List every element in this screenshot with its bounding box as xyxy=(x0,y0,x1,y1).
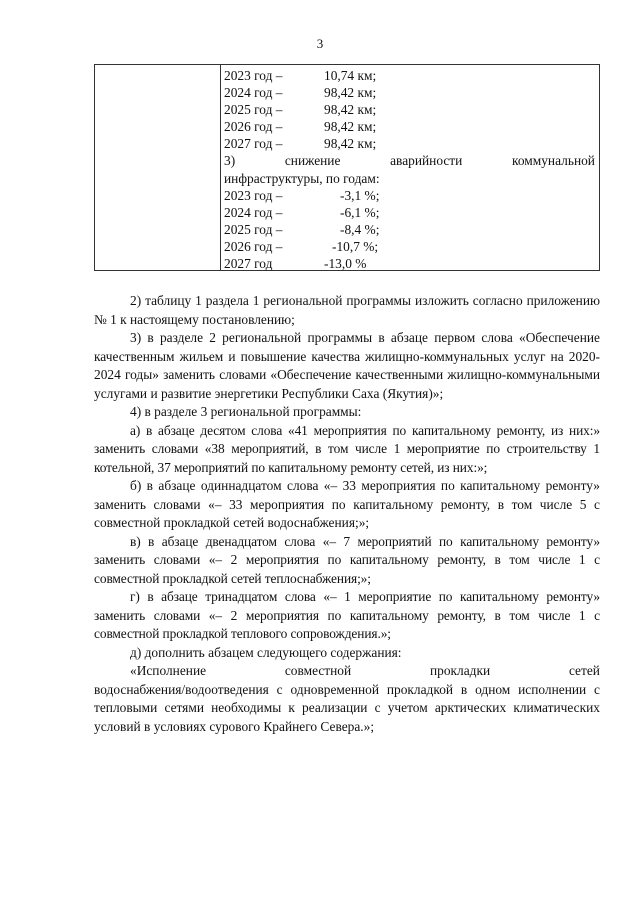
section-heading xyxy=(224,152,595,169)
year-label: 2023 год – xyxy=(224,68,283,83)
quote-first-line xyxy=(94,662,600,681)
year-label: 2023 год – xyxy=(224,187,283,203)
table-row xyxy=(224,135,595,152)
table-row xyxy=(224,67,595,84)
paragraph: 2) таблицу 1 раздела 1 региональной программы изложить согласно приложению № 1 к настоящему постановлению; xyxy=(94,293,600,327)
year-label: 2027 год xyxy=(224,256,273,272)
value-label: 98,42 км; xyxy=(324,85,377,101)
paragraph: г) в абзаце тринадцатом слова «– 1 мероприятие по капитальному ремонту» заменить словами «– 2 мероприятия по капитальному ремонту, в том числе 1 с совместной прокладкой теплового сопровождения.»; xyxy=(94,589,600,641)
quote-word: сетей xyxy=(568,663,600,678)
heading-word: снижение xyxy=(284,153,341,169)
year-label: 2025 год – xyxy=(224,221,283,237)
section-heading-line2: инфраструктуры, по годам: xyxy=(224,170,380,186)
year-label: 2027 год – xyxy=(224,136,283,152)
table-row xyxy=(224,238,595,255)
value-label: 98,42 км; xyxy=(324,136,377,152)
table-row xyxy=(224,84,595,101)
value-label: -6,1 %; xyxy=(340,204,380,220)
year-label: 2026 год – xyxy=(224,238,283,254)
table-column-divider xyxy=(220,65,221,270)
paragraph: д) дополнить абзацем следующего содержания: xyxy=(130,644,402,660)
value-label: 10,74 км; xyxy=(324,68,377,83)
heading-word: аварийности xyxy=(390,153,463,169)
table-cell-indicators xyxy=(224,67,595,272)
value-label: -13,0 % xyxy=(324,256,367,272)
quote-word: совместной xyxy=(284,663,352,678)
paragraph: в) в абзаце двенадцатом слова «– 7 мероприятий по капитальному ремонту» заменить словами «– 2 мероприятия по капитальному ремонту, в том числе 1 с совместной прокладкой сетей теплоснабжения;»; xyxy=(94,533,600,586)
year-label: 2024 год – xyxy=(224,204,283,220)
heading-word: 3) xyxy=(224,153,236,169)
value-label: -8,4 %; xyxy=(340,221,380,237)
table-row xyxy=(224,204,595,221)
table-row xyxy=(224,221,595,238)
year-label: 2026 год – xyxy=(224,119,283,135)
table-row xyxy=(224,118,595,135)
paragraph: 4) в разделе 3 региональной программы: xyxy=(130,404,362,419)
quote-word: прокладки xyxy=(429,663,491,678)
quote-word: «Исполнение xyxy=(130,663,207,678)
value-label: 98,42 км; xyxy=(324,102,377,118)
document-body xyxy=(94,292,600,736)
year-label: 2025 год – xyxy=(224,102,283,118)
table-row xyxy=(224,187,595,204)
table-row xyxy=(224,255,595,272)
year-label: 2024 год – xyxy=(224,85,283,101)
page-number: 3 xyxy=(316,36,324,51)
paragraph: 3) в разделе 2 региональной программы в абзаце первом слова «Обеспечение качественным жильем и повышение качества жилищно-коммунальных услуг на 2020-2024 годы» заменить словами «Обеспечение качественными жилищно-коммунальными услугами и развитие энергетики Республики Саха (Якутия)»; xyxy=(94,330,600,401)
table-row xyxy=(224,101,595,118)
paragraph: а) в абзаце десятом слова «41 мероприятия по капитальному ремонту, из них:» заменить словами «38 мероприятий, в том числе 1 мероприятие по строительству 1 котельной, 37 мероприятий по капитальному ремонту сетей, из них:»; xyxy=(94,422,600,475)
indicators-table xyxy=(94,64,600,271)
heading-word: коммунальной xyxy=(512,153,595,169)
value-label: 98,42 км; xyxy=(324,119,377,135)
value-label: -3,1 %; xyxy=(340,187,380,203)
value-label: -10,7 %; xyxy=(332,238,379,254)
paragraph: б) в абзаце одиннадцатом слова «– 33 мероприятия по капитальному ремонту» заменить словами «– 33 мероприятия по капитальному ремонту, в том числе 5 с совместной прокладкой сетей водоснабжения;»; xyxy=(94,478,600,530)
paragraph: водоснабжения/водоотведения с одновременной прокладкой в одном исполнении с тепловыми сетями необходимы к реализации с учетом арктических климатических условий в условиях сурового Крайнего Севера.»; xyxy=(94,681,600,734)
